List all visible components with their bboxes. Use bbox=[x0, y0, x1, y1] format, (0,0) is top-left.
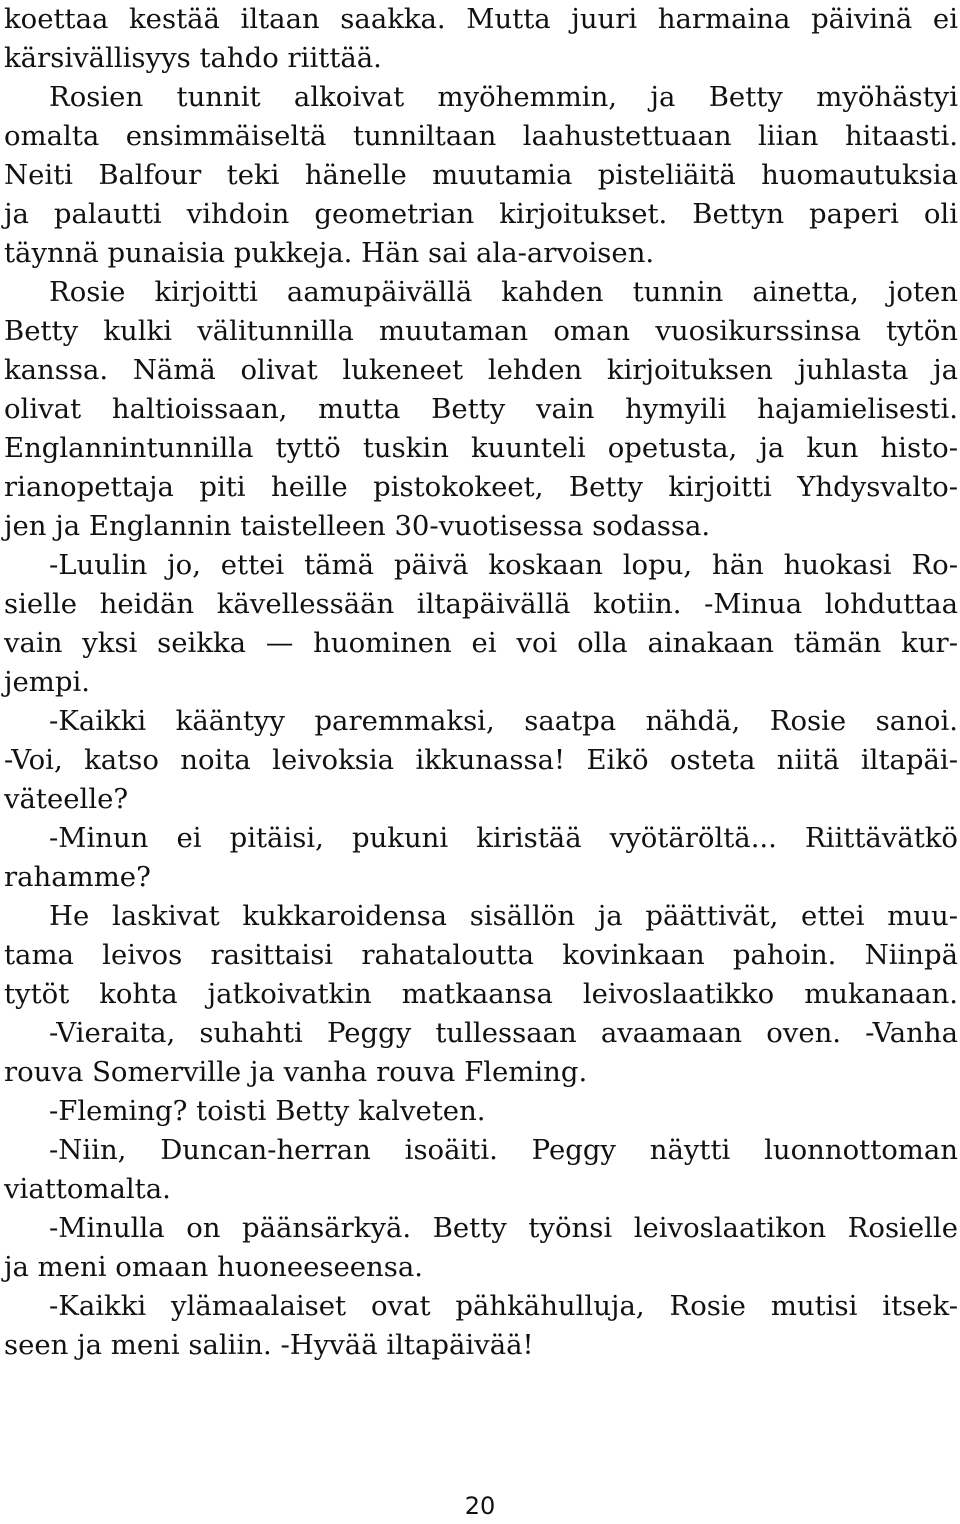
text-line: tama leivos rasittaisi rahataloutta kovinkaan pahoin. Niinpä bbox=[4, 939, 958, 971]
text-line: -Luulin jo, ettei tämä päivä koskaan lopu, hän huokasi Ro- bbox=[49, 549, 958, 581]
text-line: He laskivat kukkaroidensa sisällön ja päättivät, ettei muu- bbox=[49, 900, 958, 932]
text-line: -Kaikki ylämaalaiset ovat pähkähulluja, Rosie mutisi itsek- bbox=[49, 1290, 958, 1322]
text-line: omalta ensimmäiseltä tunniltaan laahustettuaan liian hitaasti. bbox=[4, 120, 958, 152]
text-line: rahamme? bbox=[4, 861, 151, 893]
text-line: -Kaikki kääntyy paremmaksi, saatpa nähdä, Rosie sanoi. bbox=[49, 705, 958, 737]
text-line: -Minulla on päänsärkyä. Betty työnsi leivoslaatikon Rosielle bbox=[49, 1212, 958, 1244]
text-line: Englannintunnilla tyttö tuskin kuunteli opetusta, ja kun histo- bbox=[4, 432, 958, 464]
text-line: rouva Somerville ja vanha rouva Fleming. bbox=[4, 1056, 588, 1088]
text-line: Rosie kirjoitti aamupäivällä kahden tunnin ainetta, joten bbox=[49, 276, 958, 308]
text-line: Betty kulki välitunnilla muutaman oman vuosikurssinsa tytön bbox=[4, 315, 958, 347]
text-line: -Fleming? toisti Betty kalveten. bbox=[49, 1095, 486, 1127]
text-line: vain yksi seikka — huominen ei voi olla ainakaan tämän kur- bbox=[4, 627, 958, 659]
text-line: sielle heidän kävellessään iltapäivällä kotiin. -Minua lohduttaa bbox=[4, 588, 958, 620]
text-line: Rosien tunnit alkoivat myöhemmin, ja Betty myöhästyi bbox=[49, 81, 958, 113]
text-line: Neiti Balfour teki hänelle muutamia pisteliäitä huomautuksia bbox=[4, 159, 958, 191]
text-line: tytöt kohta jatkoivatkin matkaansa leivoslaatikko mukanaan. bbox=[4, 978, 958, 1010]
text-line: seen ja meni saliin. -Hyvää iltapäivää! bbox=[4, 1329, 534, 1361]
text-line: -Minun ei pitäisi, pukuni kiristää vyötäröltä... Riittävätkö bbox=[49, 822, 958, 854]
text-line: jen ja Englannin taistelleen 30-vuotisessa sodassa. bbox=[4, 510, 711, 542]
text-line: -Niin, Duncan-herran isoäiti. Peggy näytti luonnottoman bbox=[49, 1134, 958, 1166]
text-line: jempi. bbox=[4, 666, 91, 698]
text-line: viattomalta. bbox=[4, 1173, 171, 1205]
text-line: olivat haltioissaan, mutta Betty vain hymyili hajamielisesti. bbox=[4, 393, 958, 425]
text-line: -Voi, katso noita leivoksia ikkunassa! Eikö osteta niitä iltapäi- bbox=[4, 744, 958, 776]
page-number: 20 bbox=[464, 1492, 496, 1520]
text-line: kärsivällisyys tahdo riittää. bbox=[4, 42, 382, 74]
text-line: koettaa kestää iltaan saakka. Mutta juuri harmaina päivinä ei bbox=[4, 3, 958, 35]
text-line: väteelle? bbox=[4, 783, 129, 815]
text-line: kanssa. Nämä olivat lukeneet lehden kirjoituksen juhlasta ja bbox=[4, 354, 958, 386]
text-line: rianopettaja piti heille pistokokeet, Betty kirjoitti Yhdysvalto- bbox=[4, 471, 958, 503]
text-line: ja meni omaan huoneeseensa. bbox=[4, 1251, 423, 1283]
text-line: täynnä punaisia pukkeja. Hän sai ala-arvoisen. bbox=[4, 237, 655, 269]
text-line: -Vieraita, suhahti Peggy tullessaan avaamaan oven. -Vanha bbox=[49, 1017, 958, 1049]
text-line: ja palautti vihdoin geometrian kirjoitukset. Bettyn paperi oli bbox=[4, 198, 958, 230]
